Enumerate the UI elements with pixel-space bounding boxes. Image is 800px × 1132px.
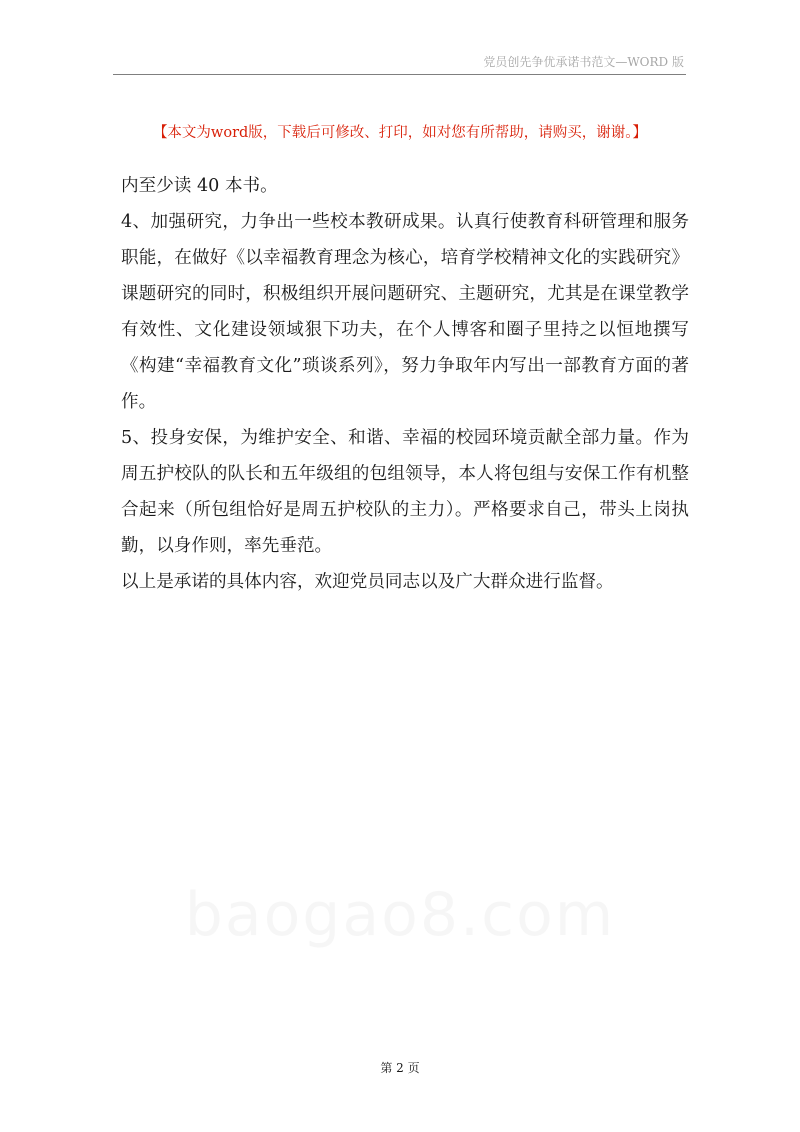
header-title: 党员创先争优承诺书范文—WORD 版: [483, 55, 684, 69]
header-rule: [113, 74, 686, 75]
watermark: [0, 880, 800, 950]
document-body: [121, 168, 689, 600]
paragraph-item-4: 4、加强研究，力争出一些校本教研成果。认真行使教育科研管理和服务职能，在做好《以幸福教育理念为核心，培育学校精神文化的实践研究》课题研究的同时，积极组织开展问题研究、主题研究，尤其是在课堂教学有效性、文化建设领域狠下功夫，在个人博客和圈子里持之以恒地撰写《构建“幸福教育文化”琐谈系列》，努力争取年内写出一部教育方面的著作。: [121, 212, 689, 412]
paragraph-item-5: 5、投身安保，为维护安全、和谐、幸福的校园环境贡献全部力量。作为周五护校队的队长和五年级组的包组领导，本人将包组与安保工作有机整合起来（所包组恰好是周五护校队的主力）。严格要求自己，带头上岗执勤，以身作则，率先垂范。: [121, 428, 689, 556]
download-notice: 【本文为word版，下载后可修改、打印，如对您有所帮助，请购买，谢谢。】: [152, 125, 648, 141]
page-number: 第 2 页: [380, 1061, 420, 1075]
paragraph-conclusion: 以上是承诺的具体内容，欢迎党员同志以及广大群众进行监督。: [121, 572, 614, 592]
paragraph-continuation: 内至少读 40 本书。: [121, 176, 278, 196]
